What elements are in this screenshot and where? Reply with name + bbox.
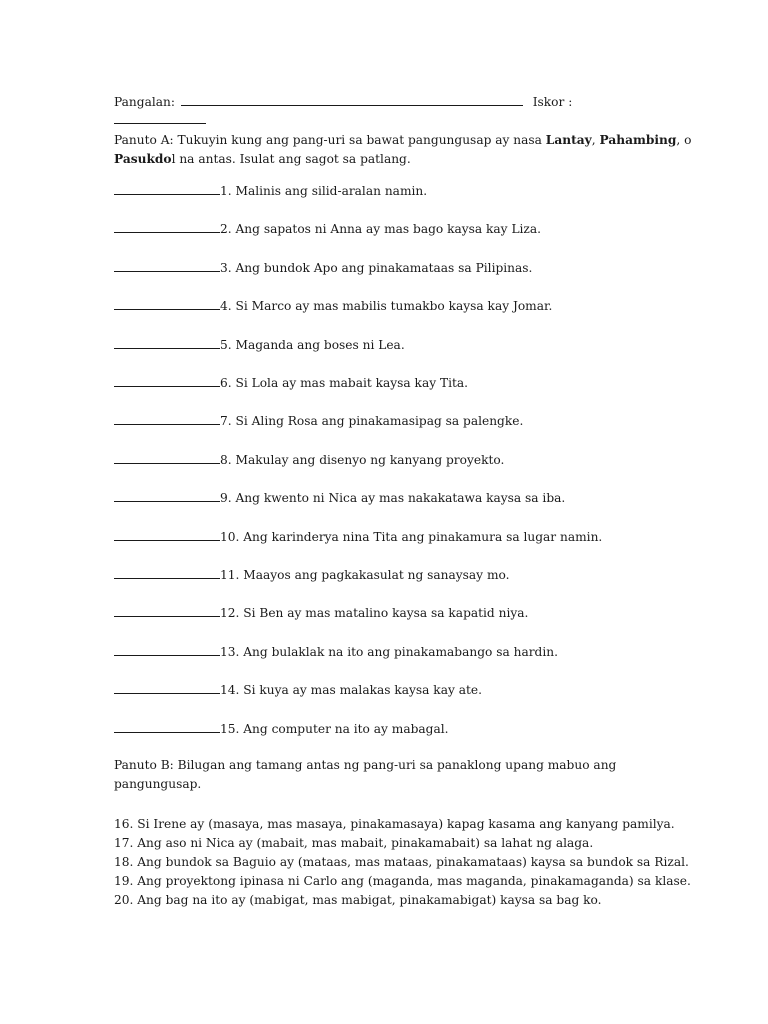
list-item: [114, 853, 689, 871]
answer-blank[interactable]: [114, 719, 220, 733]
item-text: 11. Maayos ang pagkakasulat ng sanaysay mo.: [220, 568, 510, 582]
item-text: 4. Si Marco ay mas mabilis tumakbo kaysa kay Jomar.: [220, 299, 553, 314]
list-item: [114, 834, 593, 852]
separator: , o: [676, 133, 692, 147]
answer-blank[interactable]: [114, 680, 220, 694]
part-a-instruction-cont: [114, 150, 411, 168]
item-text: 5. Maganda ang boses ni Lea.: [220, 337, 405, 352]
item-text: 18. Ang bundok sa Baguio ay (mataas, mas mataas, pinakamataas) kaysa sa bundok sa Rizal.: [114, 855, 689, 869]
list-item: [114, 872, 691, 890]
list-item: [114, 603, 528, 622]
name-blank[interactable]: [181, 93, 523, 106]
list-item: [114, 181, 427, 200]
part-a-instruction-rest: l na antas. Isulat ang sagot sa patlang.: [171, 152, 411, 166]
part-b-instruction-cont: [114, 775, 201, 793]
item-text: 9. Ang kwento ni Nica ay mas nakakatawa kaysa sa iba.: [220, 491, 566, 506]
list-item: [114, 565, 510, 584]
answer-blank[interactable]: [114, 488, 220, 502]
item-text: 6. Si Lola ay mas mabait kaysa kay Tita.: [220, 376, 469, 390]
score-blank-line: [114, 111, 206, 129]
list-item: [114, 296, 552, 315]
answer-blank[interactable]: [114, 258, 220, 272]
list-item: [114, 719, 449, 738]
list-item: [114, 335, 405, 354]
score-label: Iskor :: [532, 95, 573, 109]
item-text: 19. Ang proyektong ipinasa ni Carlo ang (maganda, mas maganda, pinakamaganda) sa klase.: [114, 874, 691, 888]
pahambing-term: Pahambing: [599, 133, 677, 147]
item-text: 17. Ang aso ni Nica ay (mabait, mas mabait, pinakamabait) sa lahat ng alaga.: [114, 836, 594, 850]
item-text: 1. Malinis ang silid-aralan namin.: [220, 184, 428, 198]
answer-blank[interactable]: [114, 181, 220, 195]
part-b-instruction-text: Panuto B: Bilugan ang tamang antas ng pang-uri sa panaklong upang mabuo ang: [114, 758, 617, 772]
list-item: [114, 219, 541, 238]
item-text: 14. Si kuya ay mas malakas kaysa kay ate.: [220, 683, 482, 698]
answer-blank[interactable]: [114, 296, 220, 310]
item-text: 20. Ang bag na ito ay (mabigat, mas mabigat, pinakamabigat) kaysa sa bag ko.: [114, 893, 602, 907]
list-item: [114, 815, 675, 833]
list-item: [114, 373, 468, 392]
item-text: 13. Ang bulaklak na ito ang pinakamabango sa hardin.: [220, 644, 558, 659]
list-item: [114, 450, 504, 469]
item-text: 2. Ang sapatos ni Anna ay mas bago kaysa kay Liza.: [220, 222, 541, 237]
item-text: 8. Makulay ang disenyo ng kanyang proyekto.: [220, 452, 505, 467]
answer-blank[interactable]: [114, 373, 220, 387]
item-text: 10. Ang karinderya nina Tita ang pinakamura sa lugar namin.: [220, 529, 603, 544]
lantay-term: Lantay: [545, 133, 592, 147]
item-text: 12. Si Ben ay mas matalino kaysa sa kapatid niya.: [220, 606, 529, 621]
header-line: [114, 93, 572, 111]
answer-blank[interactable]: [114, 450, 220, 464]
item-text: 3. Ang bundok Apo ang pinakamataas sa Pilipinas.: [220, 260, 533, 275]
list-item: [114, 488, 565, 507]
item-text: 7. Si Aling Rosa ang pinakamasipag sa palengke.: [220, 414, 524, 429]
list-item: [114, 680, 482, 699]
answer-blank[interactable]: [114, 642, 220, 656]
pasukdol-term: Pasukdo: [114, 152, 172, 166]
separator: ,: [591, 133, 600, 147]
answer-blank[interactable]: [114, 219, 220, 233]
part-b-instruction-text: pangungusap.: [114, 777, 202, 791]
part-a-instruction: [114, 131, 692, 149]
item-text: 16. Si Irene ay (masaya, mas masaya, pinakamasaya) kapag kasama ang kanyang pamilya.: [114, 817, 675, 831]
part-b-instruction: [114, 756, 616, 774]
item-text: 15. Ang computer na ito ay mabagal.: [220, 721, 449, 736]
list-item: [114, 411, 523, 430]
list-item: [114, 258, 532, 277]
score-blank[interactable]: [114, 111, 206, 124]
list-item: [114, 527, 602, 546]
answer-blank[interactable]: [114, 335, 220, 349]
answer-blank[interactable]: [114, 603, 220, 617]
answer-blank[interactable]: [114, 565, 220, 579]
answer-blank[interactable]: [114, 411, 220, 425]
list-item: [114, 891, 602, 909]
part-a-instruction-text: Panuto A: Tukuyin kung ang pang-uri sa bawat pangungusap ay nasa: [114, 133, 546, 147]
list-item: [114, 642, 558, 661]
name-label: Pangalan:: [114, 95, 175, 109]
answer-blank[interactable]: [114, 527, 220, 541]
